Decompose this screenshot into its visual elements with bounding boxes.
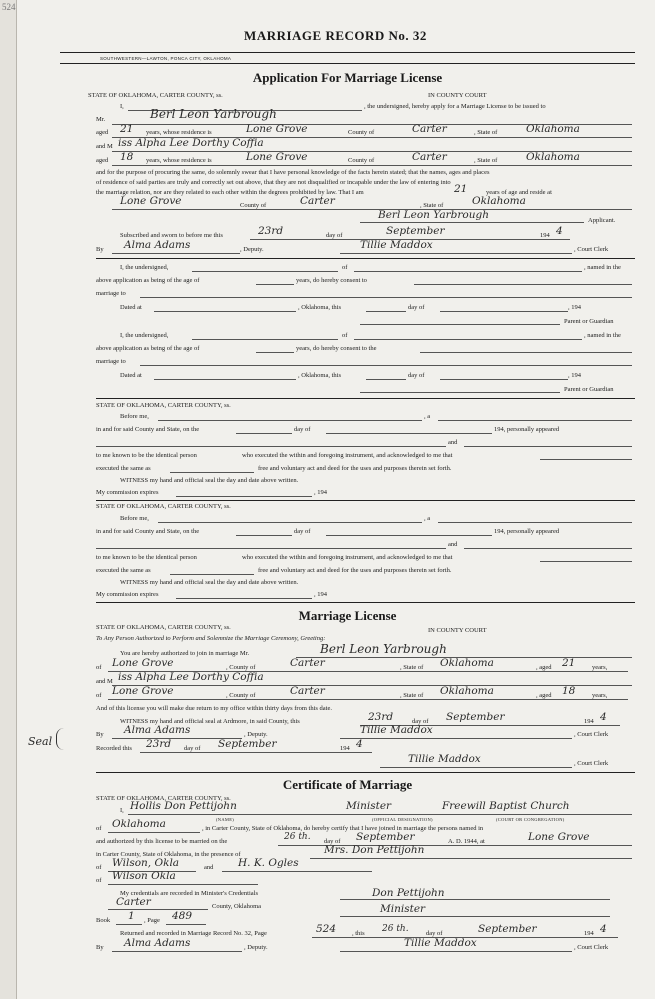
applicant-state-label: , State of [420,202,444,209]
groom-age: 21 [120,123,134,135]
license-groom-county-of: , County of [226,664,256,671]
returned-deputy-label: , Deputy. [244,944,268,951]
bride-state-label: , State of [474,157,498,164]
witness1-of: of [96,864,102,871]
officiant-title-line [340,916,610,917]
consent1-day-of: day of [408,304,425,311]
returned-clerk-line [340,951,572,952]
license-clerk-line [340,738,572,739]
ack2-in-and-for: in and for said County and State, on the [96,528,200,535]
license-bride-county-of: , County of [226,692,256,699]
consent2-of: of [342,332,348,339]
license-bride-name: iss Alpha Lee Dorthy Coffia [118,671,264,683]
book-no: 1 [128,910,135,922]
married-day: 26 th. [284,832,311,842]
consent2-name-line [192,339,338,340]
applicant-state: Oklahoma [472,195,526,207]
ack2-and: and [448,541,458,548]
ack1-executed-line [540,459,632,460]
license-bride-state-of: , State of [400,692,424,699]
license-groom-state-of: , State of [400,664,424,671]
ack1-who-executed: who executed the within and foregoing instrument, and acknowledged to me that [242,452,453,459]
groom-prefix: Mr. [96,116,106,123]
groom-name: Berl Leon Yarbrough [150,107,277,121]
seal-notation: Seal [28,735,53,748]
license-bride-residence: Lone Grove [112,685,174,697]
ack2-same-line [170,574,254,575]
i-label: I, [120,103,124,110]
groom-state: Oklahoma [526,123,580,135]
book-label: Book [96,917,111,924]
witness2-of: of [96,877,102,884]
consent1-of: of [342,264,348,271]
witness2-place: Wilson Okla [112,870,176,882]
consent1-marriage-line [140,297,632,298]
ack1-executed-same: executed the same as [96,465,151,472]
age-reside: years of age and reside at [486,189,552,196]
consent2-oklahoma-this: , Oklahoma, this [298,372,341,379]
consent2-age-line [256,352,294,353]
license-recorded-year-prefix: 194 [340,745,350,752]
certificate-of: of [96,825,102,832]
ack1-day-line [236,433,292,434]
ack2-personally-appeared: 194, personally appeared [494,528,560,535]
certificate-of-place: Oklahoma [112,818,166,830]
returned-court-clerk: , Court Clerk [574,944,609,951]
ack1-before-me: Before me, [120,413,149,420]
designation-caption: (OFFICIAL DESIGNATION) [372,817,433,822]
consent2-year: , 194 [568,372,581,379]
consent2-named: , named in the [584,332,621,339]
witness1-name: Mrs. Don Pettijohn [324,844,425,856]
license-bride-aged: , aged [536,692,552,699]
license-groom-state: Oklahoma [440,657,494,669]
oath-line-2: of residence of said parties are truly and correctly set out above, that they are not disqualified or incapable under the law of entering into [96,179,451,186]
ack2-commission: My commission expires [96,591,159,598]
consent2-of-line [354,339,582,340]
ack2-party-line [96,548,446,549]
ack2-month-line [326,535,492,536]
consent2-signature-line [360,392,560,393]
printer-imprint: SOUTHWESTERN—LAWTON, PONCA CITY, OKLAHOMA [100,56,232,61]
book-line [116,924,142,925]
aged-label: aged [96,129,109,136]
license-clerk-signature: Tillie Maddox [360,724,433,736]
subscribed-text: Subscribed and sworn to before me this [120,232,223,239]
consent2-month-line [440,379,568,380]
county-oklahoma: County, Oklahoma [212,903,262,910]
license-state-county: STATE OF OKLAHOMA, CARTER COUNTY, ss. [96,624,231,631]
officiant-line [128,814,632,815]
license-recorded-day-of: day of [184,745,201,752]
bride-detail-line [112,165,632,166]
sub-year-prefix: 194 [540,232,550,239]
deputy-signature: Alma Adams [124,239,191,251]
ack2-year: , 194 [314,591,327,598]
ack1-year: , 194 [314,489,327,496]
returned-day: 26 th. [382,924,409,934]
witness2-place-line [108,884,258,885]
consent1-consent-line [414,284,632,285]
consent1-month-line [440,311,568,312]
ack1-a-line [438,420,632,421]
certificate-state-county: STATE OF OKLAHOMA, CARTER COUNTY, ss. [96,795,231,802]
license-recorded-this: Recorded this [96,745,132,752]
ack1-personally-appeared: 194, personally appeared [494,426,560,433]
returned-by: By [96,944,104,951]
undersigned-text: , the undersigned, hereby apply for a Marriage License to be issued to [364,103,546,110]
license-bride-state: Oklahoma [440,685,494,697]
consent2-marriage-to: marriage to [96,358,126,365]
certificate-in-carter: in Carter County, State of Oklahoma, in the presence of [96,851,241,858]
returned-year-prefix: 194 [584,930,594,937]
ack1-commission-line [176,496,312,497]
groom-county: Carter [412,123,447,135]
consent2-text: I, the undersigned, [120,332,169,339]
license-recorded-clerk-line [380,767,572,768]
ack1-in-and-for: in and for said County and State, on the [96,426,200,433]
witness2-line [222,871,372,872]
license-rule [96,772,635,773]
officiant-title: Minister [380,903,426,915]
license-deputy-signature: Alma Adams [124,724,191,736]
license-recorded-clerk: Tillie Maddox [408,753,481,765]
license-greeting: To Any Person Authorized to Perform and Solemnize the Marriage Ceremony, Greeting: [96,635,326,642]
certificate-i: I, [120,807,124,814]
license-court: IN COUNTY COURT [428,627,487,634]
returned-this: , this [352,930,365,937]
ack1-party2-line [464,446,632,447]
application-state-county: STATE OF OKLAHOMA, CARTER COUNTY, ss. [88,92,223,99]
certificate-authorized: and authorized by this license to be married on the [96,838,228,845]
deputy-line [112,253,240,254]
returned-deputy-line [112,951,242,952]
clerk-signature: Tillie Maddox [360,239,433,251]
ack1-and: and [448,439,458,446]
consent2-dated-line [154,379,296,380]
oath-line-3: the marriage relation, nor are they related to each other within the degrees prohibited by law. That I am [96,189,364,196]
bride-age: 18 [120,151,134,163]
consent1-oklahoma-this: , Oklahoma, this [298,304,341,311]
ack2-executed-same: executed the same as [96,567,151,574]
applicant-label: Applicant. [588,217,616,224]
credentials-text: My credentials are recorded in Minister's Credentials [120,890,258,897]
license-bride-age: 18 [562,685,576,697]
page-line [166,924,206,925]
license-by: By [96,731,104,738]
sub-month: September [386,225,445,237]
license-bride-line [112,685,632,686]
consent1-name-line [192,271,338,272]
oath-line-1: and for the purpose of procuring the same, do solemnly swear that I have personal knowledge of the facts herein stated; that the names, ages and places [96,169,490,176]
returned-month: September [478,923,537,935]
license-witness-year: 4 [600,711,607,723]
cred-county: Carter [116,896,151,908]
license-witness-day: 23rd [368,711,394,723]
consent1-dated-at: Dated at [120,304,142,311]
consent1-day-line [366,311,406,312]
bride-county-label: County of [348,157,375,164]
header-rule-lower [60,63,635,64]
license-return-text: And of this license you will make due return to my office within thirty days from this date. [96,705,332,712]
license-recorded-month: September [218,738,277,750]
applicant-county-label: County of [240,202,267,209]
bride-name: iss Alpha Lee Dorthy Coffia [118,137,264,149]
ack2-day-of: day of [294,528,311,535]
returned-clerk: Tillie Maddox [404,937,477,949]
by-label: By [96,246,104,253]
applicant-signature: Berl Leon Yarbrough [378,209,489,221]
record-header: MARRIAGE RECORD No. 32 [244,28,427,43]
ack1-before-line [158,420,422,421]
consent1-age-line [256,284,294,285]
returned-day-of: day of [426,930,443,937]
county-label: County of [348,129,375,136]
license-groom-years: years, [592,664,608,671]
license-recorded-year: 4 [356,738,363,750]
page-no: 489 [172,910,193,922]
ack2-before-line [158,522,422,523]
ack1-same-line [170,472,254,473]
ack1-rule [96,500,635,501]
ack1-day-of: day of [294,426,311,433]
license-recorded-court-clerk: , Court Clerk [574,760,609,767]
ack2-before-me: Before me, [120,515,149,522]
consent1-of-line [354,271,582,272]
ack1-party-line [96,446,446,447]
deputy-label: , Deputy. [240,246,264,253]
license-authorized: You are hereby authorized to join in marriage Mr. [120,650,250,657]
license-groom-county: Carter [290,657,325,669]
license-and-m: and M [96,678,113,685]
ack1-witness: WITNESS my hand and official seal the day and date above written. [120,477,299,484]
ack2-comma-a: , a [424,515,431,522]
certificate-carter-text: , in Carter County, State of Oklahoma, do hereby certify that I have joined in marriage the persons named in [202,825,484,832]
married-place: Lone Grove [528,831,590,843]
witness1-line [310,858,632,859]
consent1-do-consent: years, do hereby consent to [296,277,367,284]
consent2-do-consent: years, do hereby consent to the [296,345,377,352]
license-bride-of: of [96,692,102,699]
ack2-witness: WITNESS my hand and official seal the day and date above written. [120,579,299,586]
ack2-rule [96,602,635,603]
page-number: 524 [2,2,16,12]
consent2-dated-at: Dated at [120,372,142,379]
ack2-free-voluntary: free and voluntary act and deed for the uses and purposes therein set forth. [258,567,452,574]
consent1-named: , named in the [584,264,621,271]
consent1-year: , 194 [568,304,581,311]
sub-year: 4 [556,225,563,237]
ack1-free-voluntary: free and voluntary act and deed for the uses and purposes therein set forth. [258,465,452,472]
witness1-place: Wilson, Okla [112,857,180,869]
application-title: Application For Marriage License [252,70,443,85]
consent2-day-of: day of [408,372,425,379]
witness-and: and [204,864,214,871]
bride-residence-label: years, whose residence is [146,157,212,164]
applicant-residence-line [112,209,632,210]
ack1-comma-a: , a [424,413,431,420]
ack2-known: to me known to be the identical person [96,554,197,561]
license-bride-detail-line [108,699,628,700]
returned-year: 4 [600,923,607,935]
consent2-above: above application as being of the age of [96,345,200,352]
consent2-parent-guardian: Parent or Guardian [564,386,614,393]
name-caption: (NAME) [216,817,235,822]
ack2-a-line [438,522,632,523]
license-bride-years: years, [592,692,608,699]
license-groom-residence: Lone Grove [112,657,174,669]
license-witness-year-prefix: 194 [584,718,594,725]
consent2-day-line [366,379,406,380]
license-court-clerk: , Court Clerk [574,731,609,738]
consent-rule [96,398,635,399]
ack1-state-county: STATE OF OKLAHOMA, CARTER COUNTY, ss. [96,402,231,409]
license-recorded-line [140,752,372,753]
license-title: Marriage License [298,608,397,623]
married-month: September [356,831,415,843]
cred-county-line [108,909,208,910]
application-rule [96,258,635,259]
consent1-text: I, the undersigned, [120,264,169,271]
and-miss: and M [96,143,113,150]
state-label: , State of [474,129,498,136]
ack2-party2-line [464,548,632,549]
returned-deputy: Alma Adams [124,937,191,949]
certificate-of-line [108,832,200,833]
license-groom-of: of [96,664,102,671]
consent1-dated-line [154,311,296,312]
bride-aged-label: aged [96,157,109,164]
header-rule [60,52,635,53]
bride-residence: Lone Grove [246,151,308,163]
officiant-name: Hollis Don Pettijohn [130,800,237,812]
residence-label: years, whose residence is [146,129,212,136]
consent2-consent-line [420,352,632,353]
ack1-month-line [326,433,492,434]
license-groom-aged: , aged [536,664,552,671]
ack1-known: to me known to be the identical person [96,452,197,459]
license-groom-age: 21 [562,657,576,669]
license-bride-county: Carter [290,685,325,697]
court-clerk-label: , Court Clerk [574,246,609,253]
applicant-signature-line [360,222,584,223]
groom-residence: Lone Grove [246,123,308,135]
married-ad-1944: A. D. 1944, at [448,838,485,845]
officiant-signature: Don Pettijohn [372,887,445,899]
officiant-designation: Minister [346,800,392,812]
consent1-parent-guardian: Parent or Guardian [564,318,614,325]
applicant-residence: Lone Grove [120,195,182,207]
ack2-day-line [236,535,292,536]
license-groom-name: Berl Leon Yarbrough [320,642,447,656]
sub-day-of: day of [326,232,343,239]
officiant-church: Freewill Baptist Church [442,800,570,812]
ack2-executed-line [540,561,632,562]
license-recorded-day: 23rd [146,738,172,750]
ack2-who-executed: who executed the within and foregoing instrument, and acknowledged to me that [242,554,453,561]
returned-text: Returned and recorded in Marriage Record No. 32, Page [120,930,267,937]
page-label: , Page [144,917,160,924]
married-day-of: day of [324,838,341,845]
seal-brace [56,728,65,750]
court-caption: (COURT OR CONGREGATION) [496,817,565,822]
application-court: IN COUNTY COURT [428,92,487,99]
license-deputy-label: , Deputy. [244,731,268,738]
bride-county: Carter [412,151,447,163]
license-witness-day-of: day of [412,718,429,725]
sub-day: 23rd [258,225,284,237]
certificate-title: Certificate of Marriage [282,777,413,792]
returned-page: 524 [316,923,337,935]
consent1-marriage-to: marriage to [96,290,126,297]
applicant-county: Carter [300,195,335,207]
bride-state: Oklahoma [526,151,580,163]
applicant-age: 21 [454,183,468,195]
consent1-signature-line [360,324,560,325]
ack2-commission-line [176,598,312,599]
witness2-name: H. K. Ogles [238,857,299,869]
binding-stub [0,0,17,999]
ack2-state-county: STATE OF OKLAHOMA, CARTER COUNTY, ss. [96,503,231,510]
license-witness: WITNESS my hand and official seal at Ardmore, in said County, this [120,718,300,725]
officiant-signature-line [340,899,610,900]
consent2-marriage-line [140,365,632,366]
license-witness-month: September [446,711,505,723]
ack1-commission: My commission expires [96,489,159,496]
clerk-line [340,253,572,254]
consent1-above: above application as being of the age of [96,277,200,284]
